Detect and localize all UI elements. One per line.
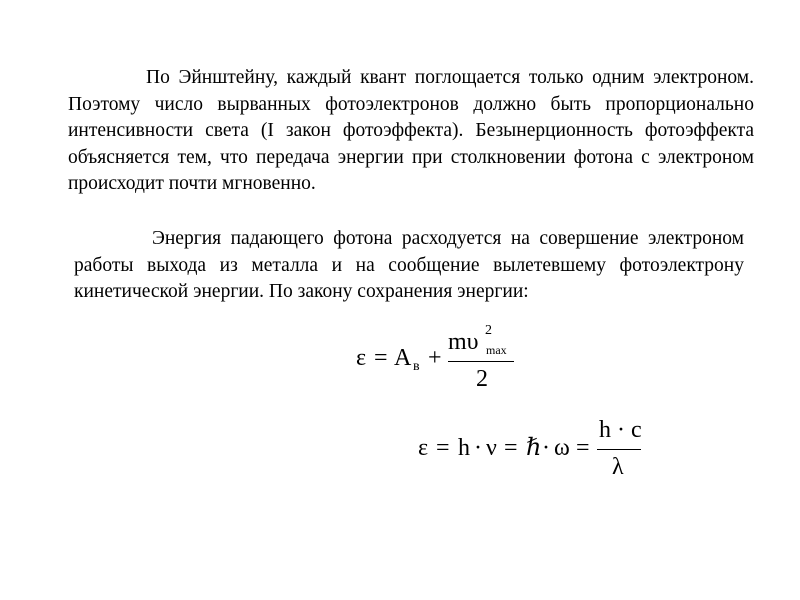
- formula2-dot-2: ·: [542, 435, 550, 461]
- paragraph-energy-conservation: Энергия падающего фотона расходуется на совершение электроном работы выхода из металла и на сообщение вылетевшему фотоэлектрону кинетической энергии. По закону сохранения энергии:: [74, 228, 744, 302]
- formula2-equals-1: =: [436, 435, 450, 461]
- formula1-work-function: A: [394, 345, 412, 371]
- formula2-epsilon: ε: [418, 435, 429, 461]
- formula2-fraction-bar: [597, 449, 641, 450]
- formula2-reduced-planck: ℏ: [526, 435, 542, 461]
- formula1-numerator-subscript: max: [486, 343, 507, 357]
- formula2-planck-h: h: [458, 435, 470, 461]
- formula1-denominator: 2: [476, 366, 488, 392]
- formula1-numerator-superscript: 2: [485, 323, 492, 338]
- formula2-equals-3: =: [576, 435, 590, 461]
- formula1-work-subscript: в: [413, 359, 420, 374]
- paragraph-einstein-quantum: По Эйнштейну, каждый квант поглощается только одним электроном. Поэтому число вырванных фотоэлектронов должно быть пропорционально интенсивности света (I закон фотоэффекта). Безынерционность фотоэффекта объясняется тем, что передача энергии при столкновении фотона с электроном происходит почти мгновенно.: [68, 67, 754, 194]
- formula1-plus: +: [428, 345, 442, 371]
- formula2-equals-2: =: [504, 435, 518, 461]
- formula1-fraction-bar: [448, 361, 514, 362]
- formula2-dot-1: ·: [474, 435, 482, 461]
- formula2-numerator: h · c: [599, 417, 642, 443]
- formula1-equals: =: [374, 345, 388, 371]
- formula1-numerator: mυ: [448, 329, 479, 355]
- formula1-epsilon: ε: [356, 345, 367, 371]
- formula2-frequency-nu: ν: [486, 435, 497, 461]
- formula2-omega: ω: [554, 435, 570, 461]
- formula2-wavelength-lambda: λ: [612, 454, 624, 480]
